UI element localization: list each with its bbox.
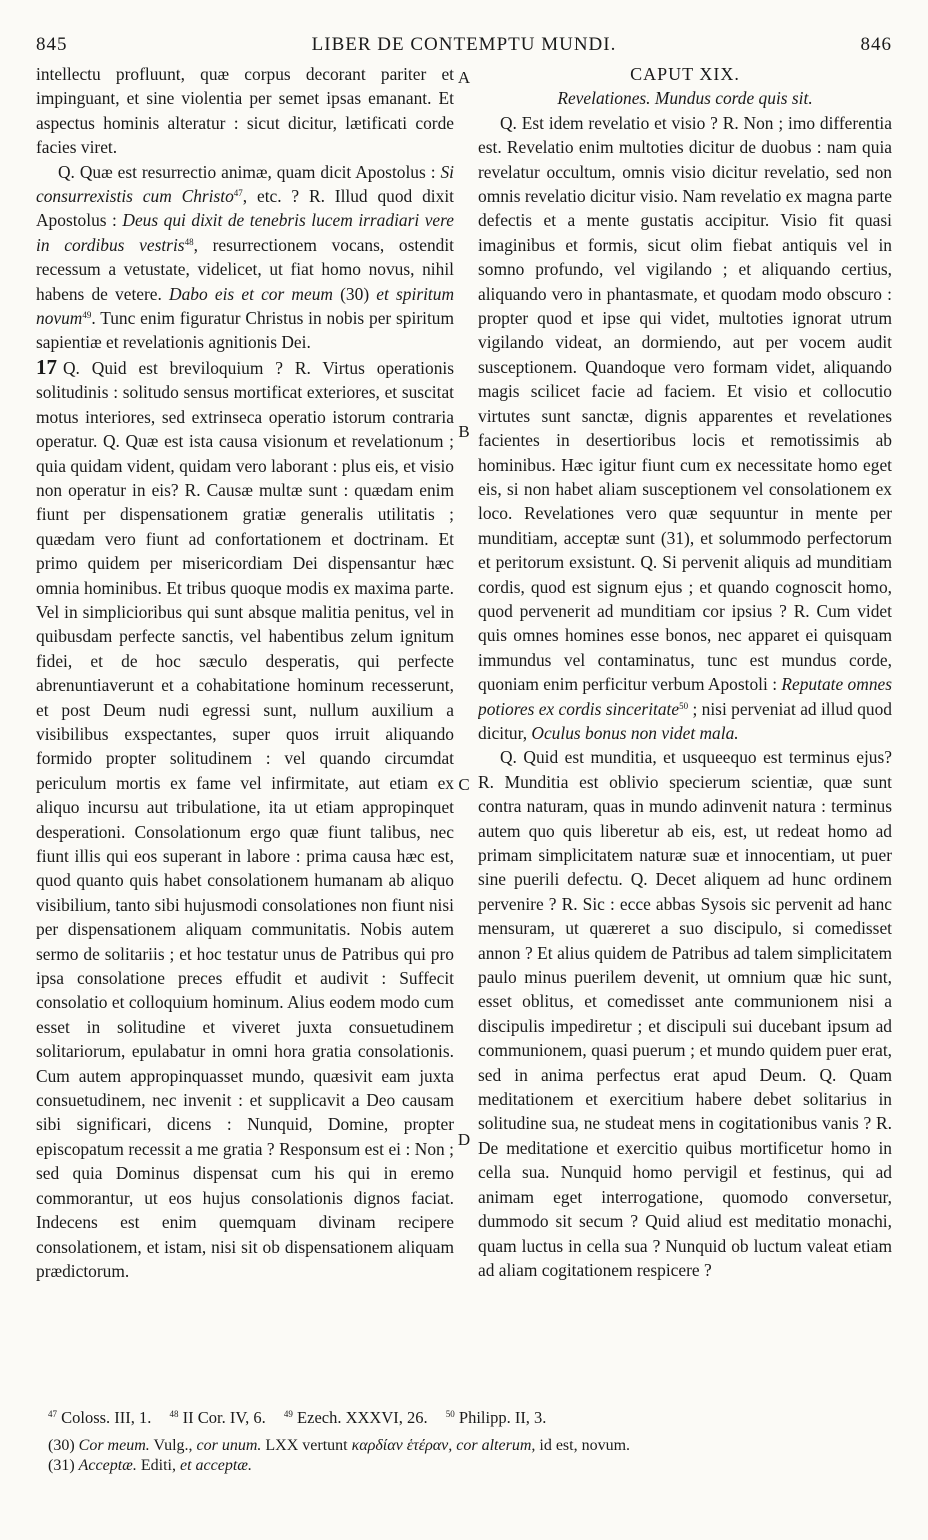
paragraph: Q. Est idem revelatio et visio ? R. Non ; imo differentia est. Revelatio enim multoties dicitur de duobus : nam quia revelatur occultum, omnis visio dicitur revelatio, sed non omnis revelatio dicitur visio. Nam revelatio ex magna parte defectis et a mente gustatis accipitur. Visio fit quasi imaginibus et formis, sicut olim fiebat antiquis vel in somno profundo, vel vigilando ; et aliquando certius, aliquando vero in phantasmate, et quodam modo obscuro : propter quod et ipse qui videt, multoties ignorat utrum vigilando videat, an dormiendo, aut per vocem audit susceptionem. Quandoque vero formam videt, aliquando magis scilicet facie ad faciem. Et visio et collocutio virtutes sunt sanctæ, dignis apparentes et revelationes facientes in desertioribus locis et remotissimis ab hominibus. Hæc igitur fiunt cum ex necessitate homo eget eis, si non habet aliam susceptionem vel consolationem ex loco. Revelationes vero quæ sequuntur in mente per munditiam, acceptæ sunt (31), et solummodo perfectorum et peritorum exsistunt. Q. Si pervenit aliquis ad munditiam cordis, quod est signum ejus ; et quando cognoscit homo, quod pervenerit ad munditiam cor ipsius ? R. Cum videt quis omnes homines esse bonos, nec apparet ei quisquam immundus vel contaminatus, tunc est mundus corde, quoniam enim perficitur verbum Apostoli : Reputate omnes potiores ex cordis sinceritate$^{50}$ ; nisi perveniat ad illud quod dicitur, Oculus bonus non videt mala. — [478, 112, 892, 743]
chapter-title: CAPUT XIX. — [630, 64, 740, 84]
page-number-left: 845 — [36, 34, 68, 55]
editorial-notes — [48, 1436, 908, 1476]
footnote-ref: $^{49}$ Ezech. XXXVI, 26. — [283, 1408, 428, 1427]
paragraph: 17 Q. Quid est breviloquium ? R. Virtus operationis solitudinis : solitudo sensus mortificat exteriores, et suscitat motus interiores, sed extrinseca operatio istorum contraria operatur. Q. Quæ est ista causa visionum et revelationum ; quia quidam vident, quidam vero laborant : plus eis, et visio non operatur in eis? R. Causæ multæ sunt : quædam enim fiunt per dispensationem gratiæ generalis utilitatis ; quædam vero fiunt ad confortationem et doctrinam. Et primo quidem per misericordiam Dei dispensantur hæc omnia hominibus. Et tribus quoque modis ex maxima parte. Vel in simplicioribus qui sunt absque malitia penitus, vel in quibusdam perfecte sanctis, vel habentibus zelum ignitum fidei, et de hoc sæculo desperatis, qui perfecte abrenuntiaverunt et a cohabitatione hominum recesserunt, et post Deum nudi egressi sunt, nullum auxilium a visibilibus exspectantes, super quos irruit aliquando formido propter solitudinem : vel quando circumdat periculum mortis ex fame vel infirmitate, aut etiam ex aliquo incursu aut tribulatione, ita ut etiam appropinquet desperationi. Consolationum ergo quæ fiunt talibus, nec fiunt illis qui eos superant in labore : prima causa hæc est, quod quanto quis habet consolationem humanam ab aliquo visibilium, tanto sibi hujusmodi consolationes non fiunt nisi per dispensationem aliquam communitatis. Nobis autem sermo de solitariis ; et hoc testatur unus de Patribus qui pro ipsa consolatione preces effudit et audivit : Suffecit consolatio et colloquium hominum. Alius eodem modo cum esset in solitudine et viveret juxta consuetudinem solitariorum, epulabatur in omni hora gratia consolationis. Cum autem appropinquasset mundo, quæsivit eam juxta consuetudinem, nec invenit : et supplicavit a Deo causam sibi significari, dicens : Nunquid, Domine, propter episcopatum recessit a me gratia ? Responsum est ei : Non ; sed quia Dominus dispensat cum his qui in eremo commorantur, ut eos hujus consolationis dignos faciat. Indecens est enim quemquam divinam recipere consolationem, et istam, nisi sit ob dispensationem aliquam prædictorum. — [36, 354, 454, 1281]
note-31: (31) Acceptæ. Editi, et acceptæ. — [48, 1457, 252, 1474]
paragraph: Q. Quæ est resurrectio animæ, quam dicit Apostolus : Si consurrexistis cum Christo$^{47}$, etc. ? R. Illud quod dixit Apostolus : Deus qui dixit de tenebris lucem irradiari vere in cordibus vestris$^{48}$, resurrectionem vocans, ostendit recessum a vetustate, videlicet, ut fiat homo novus, nihil habens de vetere. Dabo eis et cor meum (30) et spiritum novum$^{49}$. Tunc enim figuratur Christus in nobis per spiritum sapientiæ et revelationis agnitionis Dei. — [36, 161, 454, 353]
footnote-ref: $^{47}$ Coloss. III, 1. — [48, 1408, 152, 1427]
footnote-ref: $^{48}$ II Cor. IV, 6. — [169, 1408, 266, 1427]
margin-letter-d: D — [457, 1130, 471, 1149]
running-head — [36, 34, 892, 60]
page-number-right: 846 — [860, 34, 892, 55]
margin-letter-b: B — [458, 422, 470, 441]
footnote-ref: $^{50}$ Philipp. II, 3. — [445, 1408, 547, 1427]
paragraph: intellectu profluunt, quæ corpus decorant pariter et impinguant, et sine violentia per semet ipsas emanant. Et aspectus hominis alteratur : sicut dicitur, lætificati corde facies viret. — [36, 64, 454, 158]
right-column — [478, 62, 892, 1400]
left-column — [36, 62, 454, 1400]
note-30: (30) Cor meum. Vulg., cor unum. LXX vertunt καρδίαν ἑτέραν, cor alterum, id est, novum. — [48, 1437, 631, 1454]
section-number: 17 — [36, 354, 57, 379]
chapter-subtitle: Revelationes. Mundus corde quis sit. — [557, 88, 813, 109]
paragraph: Q. Quid est munditia, et usqueequo est terminus ejus? R. Munditia est oblivio specierum scientiæ, quæ sunt contra naturam, quas in mundo adinvenit natura : terminus autem quo quis liberetur ab eis, est, ut redeat homo ad primam simplicitatem naturæ suæ et innocentiam, ut puer sine puerili defectu. Q. Decet aliquem ad hunc ordinem pervenire ? R. Sic : ecce abbas Sysois sic pervenit ad hanc mensuram, ut quæreret a suo discipulo, si comedisset annon ? Et alius quidem de Patribus ad talem simplicitatem paulo minus puerilem devenit, ut omnium quæ hic sunt, esset oblitus, et comedisset ante communionem nisi a discipulis impediretur ; et discipuli sui ducebant ipsum ad communionem, quasi puerum ; et mundo quidem puer erat, sed in anima perfectus erat apud Deum. Q. Quam meditationem et exercitium habere debet solitarius in solitudine sua, ne studeat mens in cogitationibus vanis ? R. De meditatione et exercitio quibus mortificetur homo in cella sua. Nunquid homo pervigil et festinus, qui ad animam eget interrogatione, quomodo conversetur, dummodo sit secum ? Quid aliud est meditatio monachi, quam luctus in cella sua ? Nunquid ob luctum valeat etiam ad aliam cogitationem respicere ? — [478, 747, 892, 1280]
margin-letter-a: A — [457, 68, 471, 87]
running-title: LIBER DE CONTEMPTU MUNDI. — [311, 34, 617, 55]
margin-letter-c: C — [458, 775, 470, 794]
footnote-references — [48, 1407, 908, 1429]
